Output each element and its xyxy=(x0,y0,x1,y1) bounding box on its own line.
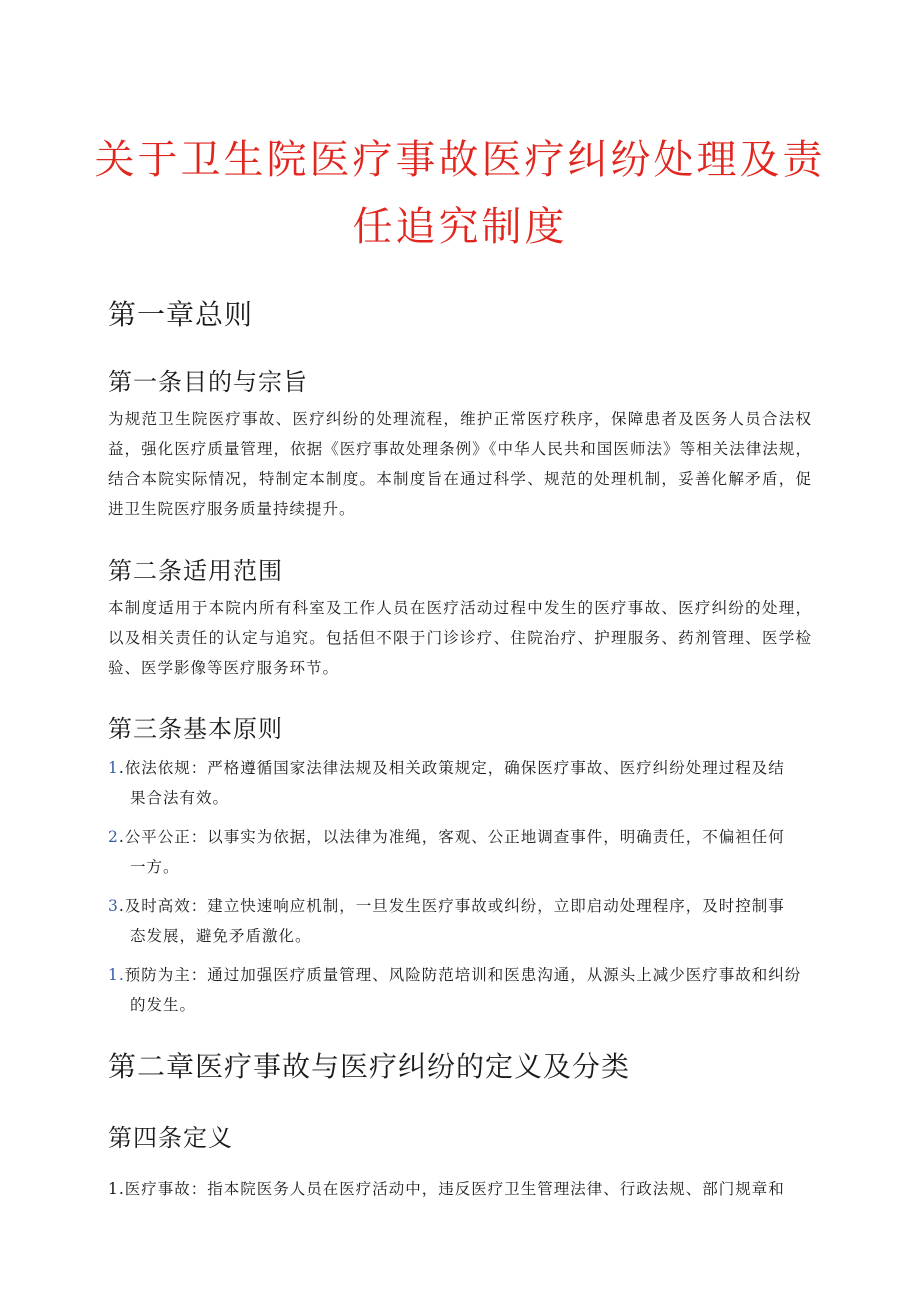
list-item-text: .依法依规：严格遵循国家法律法规及相关政策规定，确保医疗事故、医疗纠纷处理过程及结 xyxy=(118,759,785,777)
list-item-text: .公平公正：以事实为依据，以法律为准绳，客观、公正地调查事件，明确责任，不偏袒任何 xyxy=(118,828,785,846)
document-title-line-1: 关于卫生院医疗事故医疗纠纷处理及责 xyxy=(94,137,826,183)
list-item-continuation: 一方。 xyxy=(130,858,180,876)
article-4-heading: 第四条定义 xyxy=(108,1124,233,1152)
chapter-2-heading: 第二章医疗事故与医疗纠纷的定义及分类 xyxy=(108,1050,631,1083)
list-item-continuation: 的发生。 xyxy=(130,996,197,1014)
list-item-continuation: 果合法有效。 xyxy=(130,789,230,807)
list-item-number: 1 xyxy=(108,759,119,777)
article-2-heading: 第二条适用范围 xyxy=(108,557,283,585)
article-1-text: 为规范卫生院医疗事故、医疗纠纷的处理流程，维护正常医疗秩序，保障患者及医务人员合法权益，强化医疗质量管理，依据《医疗事故处理条例》《中华人民共和国医师法》等相关法律法规，结合本院实际情况，特制定本制度。本制度旨在通过科学、规范的处理机制，妥善化解矛盾，促进卫生院医疗服务质量持续提升。 xyxy=(108,410,812,518)
list-item xyxy=(108,891,812,951)
article-1-heading: 第一条目的与宗旨 xyxy=(108,368,308,396)
list-item xyxy=(108,822,812,882)
document-title-line-2: 任追究制度 xyxy=(352,204,568,250)
list-item xyxy=(108,753,812,813)
chapter-1-heading: 第一章总则 xyxy=(108,298,254,331)
list-item-number: 2 xyxy=(108,828,119,846)
list-item xyxy=(108,960,812,1020)
list-item xyxy=(108,1174,812,1204)
list-item-number: 1 xyxy=(108,1180,119,1198)
article-2-text: 本制度适用于本院内所有科室及工作人员在医疗活动过程中发生的医疗事故、医疗纠纷的处理，以及相关责任的认定与追究。包括但不限于门诊诊疗、住院治疗、护理服务、药剂管理、医学检验、医学影像等医疗服务环节。 xyxy=(108,599,812,677)
article-3-heading: 第三条基本原则 xyxy=(108,715,283,743)
list-item-text: 预防为主：通过加强医疗质量管理、风险防范培训和医患沟通，从源头上减少医疗事故和纠纷 xyxy=(124,966,802,984)
list-item-continuation: 态发展，避免矛盾激化。 xyxy=(130,927,312,945)
list-item-text: .及时高效：建立快速响应机制，一旦发生医疗事故或纠纷，立即启动处理程序，及时控制事 xyxy=(118,897,785,915)
list-item-number: 3 xyxy=(108,897,119,915)
list-item-text: .医疗事故：指本院医务人员在医疗活动中，违反医疗卫生管理法律、行政法规、部门规章和 xyxy=(118,1180,785,1198)
list-item-number: 1. xyxy=(108,966,125,984)
